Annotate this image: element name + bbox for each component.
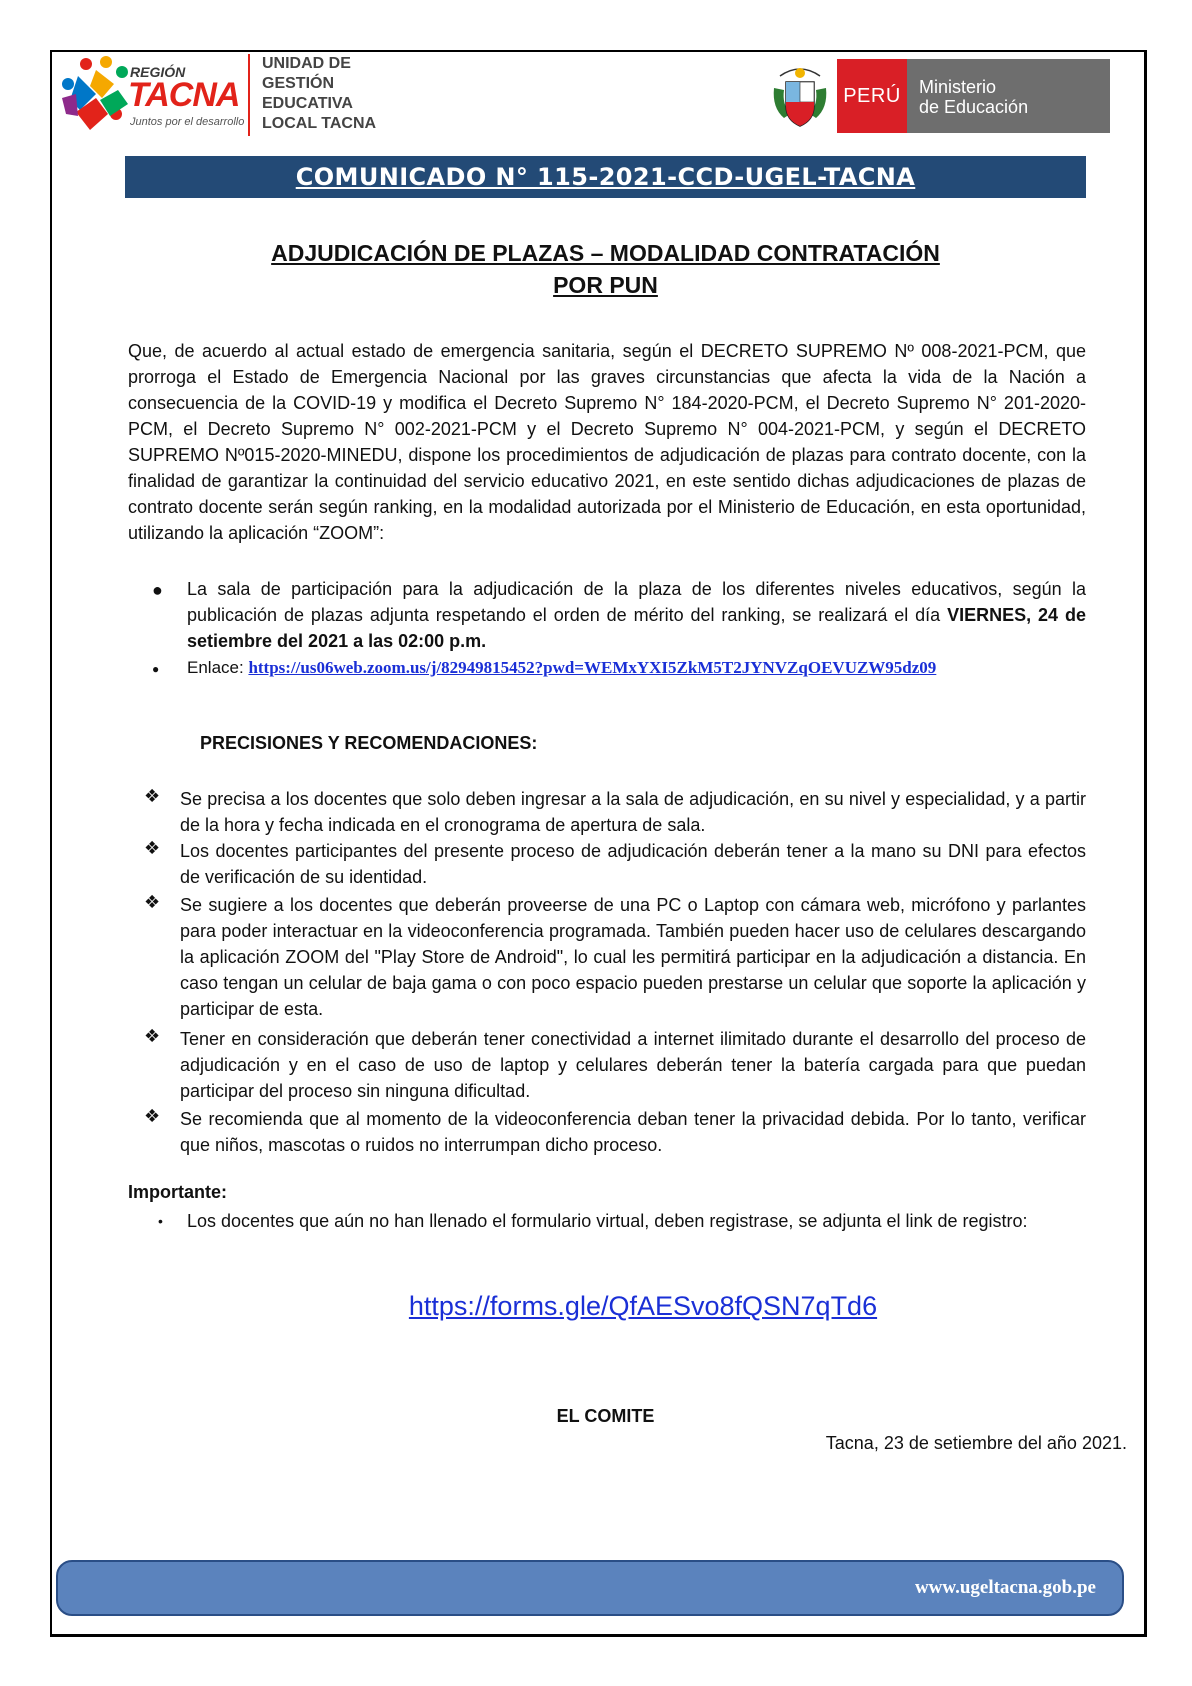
- precisions-heading: PRECISIONES Y RECOMENDACIONES:: [200, 733, 538, 753]
- comunicado-banner: [125, 156, 1086, 198]
- region-tacna-logo: [56, 54, 396, 140]
- peru-label: PERÚ: [837, 59, 907, 133]
- bullet-dot: •: [158, 1213, 163, 1229]
- diamond-bullet-icon: ❖: [144, 892, 161, 912]
- comunicado-title: COMUNICADO N° 115-2021-CCD-UGEL-TACNA: [295, 163, 916, 191]
- link-label: Enlace:: [187, 658, 244, 677]
- document-title: ADJUDICACIÓN DE PLAZAS – MODALIDAD CONTRATACIÓN: [271, 240, 940, 266]
- committee-signature: EL COMITE: [556, 1406, 655, 1426]
- ugel-line: UNIDAD DE: [262, 55, 351, 72]
- document-subtitle: POR PUN: [553, 272, 658, 298]
- precision-item: Tener en consideración que deberán tener conectividad a internet ilimitado durante el desarrollo del proceso de adjudicación y en el caso de uso de laptop y celulares deberán tener la batería cargada para que puedan participar del proceso sin ninguna dificultad.: [180, 1029, 1086, 1101]
- diamond-bullet-icon: ❖: [144, 1106, 161, 1126]
- bullet-dot: ●: [152, 662, 160, 676]
- ugel-line: GESTIÓN: [262, 75, 335, 92]
- ugel-line: EDUCATIVA: [262, 95, 353, 112]
- footer-website[interactable]: www.ugeltacna.gob.pe: [914, 1577, 1096, 1598]
- region-label: REGIÓN: [130, 64, 186, 80]
- ugel-name: [262, 54, 376, 134]
- ministry-line: Ministerio: [919, 77, 997, 97]
- session-date: VIERNES, 24 de setiembre del 2021 a las 02:00 p.m.: [187, 605, 1086, 651]
- logo-divider: [248, 54, 250, 136]
- form-link-row: [125, 1291, 1161, 1322]
- ugel-line: LOCAL TACNA: [262, 115, 377, 132]
- registration-form-link[interactable]: https://forms.gle/QfAESvo8fQSN7qTd6: [408, 1291, 878, 1321]
- important-heading: Importante:: [128, 1182, 227, 1202]
- precision-item: Los docentes participantes del presente proceso de adjudicación deberán tener a la mano su DNI para efectos de verificación de su identidad.: [180, 841, 1086, 887]
- bullet-dot: ●: [152, 580, 163, 600]
- important-text: Los docentes que aún no han llenado el formulario virtual, deben registrase, se adjunta el link de registro:: [187, 1211, 1028, 1231]
- precision-item: Se precisa a los docentes que solo deben ingresar a la sala de adjudicación, en su nivel y especialidad, y a partir de la hora y fecha indicada en el cronograma de apertura de sala.: [180, 789, 1086, 835]
- intro-paragraph: Que, de acuerdo al actual estado de emergencia sanitaria, según el DECRETO SUPREMO Nº 008-2021-PCM, que prorroga el Estado de Emergencia Nacional por las graves circunstancias que afecta la vida de la Nación a consecuencia de la COVID-19 y modifica el Decreto Supremo N° 184-2020-PCM, el Decreto Supremo N° 201-2020-PCM, el Decreto Supremo N° 002-2021-PCM y el Decreto Supremo N° 004-2021-PCM, y según el DECRETO SUPREMO Nº015-2020-MINEDU, dispone los procedimientos de adjudicación de plazas para contrato docente, con la finalidad de garantizar la continuidad del servicio educativo 2021, en este sentido dichas adjudicaciones de plazas de contrato docente serán según ranking, en la modalidad autorizada por el Ministerio de Educación, en esta oportunidad, utilizando la aplicación “ZOOM”:: [128, 341, 1086, 543]
- precision-item: Se recomienda que al momento de la videoconferencia deban tener la privacidad debida. Por lo tanto, verificar que niños, mascotas o ruidos no interrumpan dicho proceso.: [180, 1109, 1086, 1155]
- diamond-bullet-icon: ❖: [144, 786, 161, 806]
- region-name: TACNA: [128, 76, 240, 114]
- ministry-line: de Educación: [919, 97, 1029, 117]
- session-text: La sala de participación para la adjudicación de la plaza de los diferentes niveles educativos, según la publicación de plazas adjunta respetando el orden de mérito del ranking, se realizará el día: [187, 579, 1086, 625]
- precision-item: Se sugiere a los docentes que deberán proveerse de una PC o Laptop con cámara web, micrófono y parlantes para poder interactuar en la videoconferencia programada. También pueden hacer uso de celulares descargando la aplicación ZOOM del "Play Store de Android", lo cual les permitirá participar en la adjudicación a distancia. En caso tengan un celular de baja gama o con poco espacio pueden prestarse un celular que soporte la aplicación y participar de esta.: [180, 895, 1086, 1019]
- diamond-bullet-icon: ❖: [144, 838, 161, 858]
- minedu-logo: [770, 58, 1110, 134]
- session-bullet: [187, 576, 1086, 654]
- peru-coat-of-arms-icon: [770, 58, 830, 134]
- zoom-link-row: [187, 655, 1086, 681]
- region-tagline: Juntos por el desarrollo: [130, 116, 245, 128]
- place-date: Tacna, 23 de setiembre del año 2021.: [825, 1433, 1127, 1453]
- zoom-link[interactable]: https://us06web.zoom.us/j/82949815452?pwd=WEMxYXI5ZkM5T2JYNVZqOEVUZW95dz09: [248, 658, 937, 677]
- ministry-name: [907, 59, 1110, 133]
- footer-bar: [56, 1560, 1124, 1616]
- diamond-bullet-icon: ❖: [144, 1026, 161, 1046]
